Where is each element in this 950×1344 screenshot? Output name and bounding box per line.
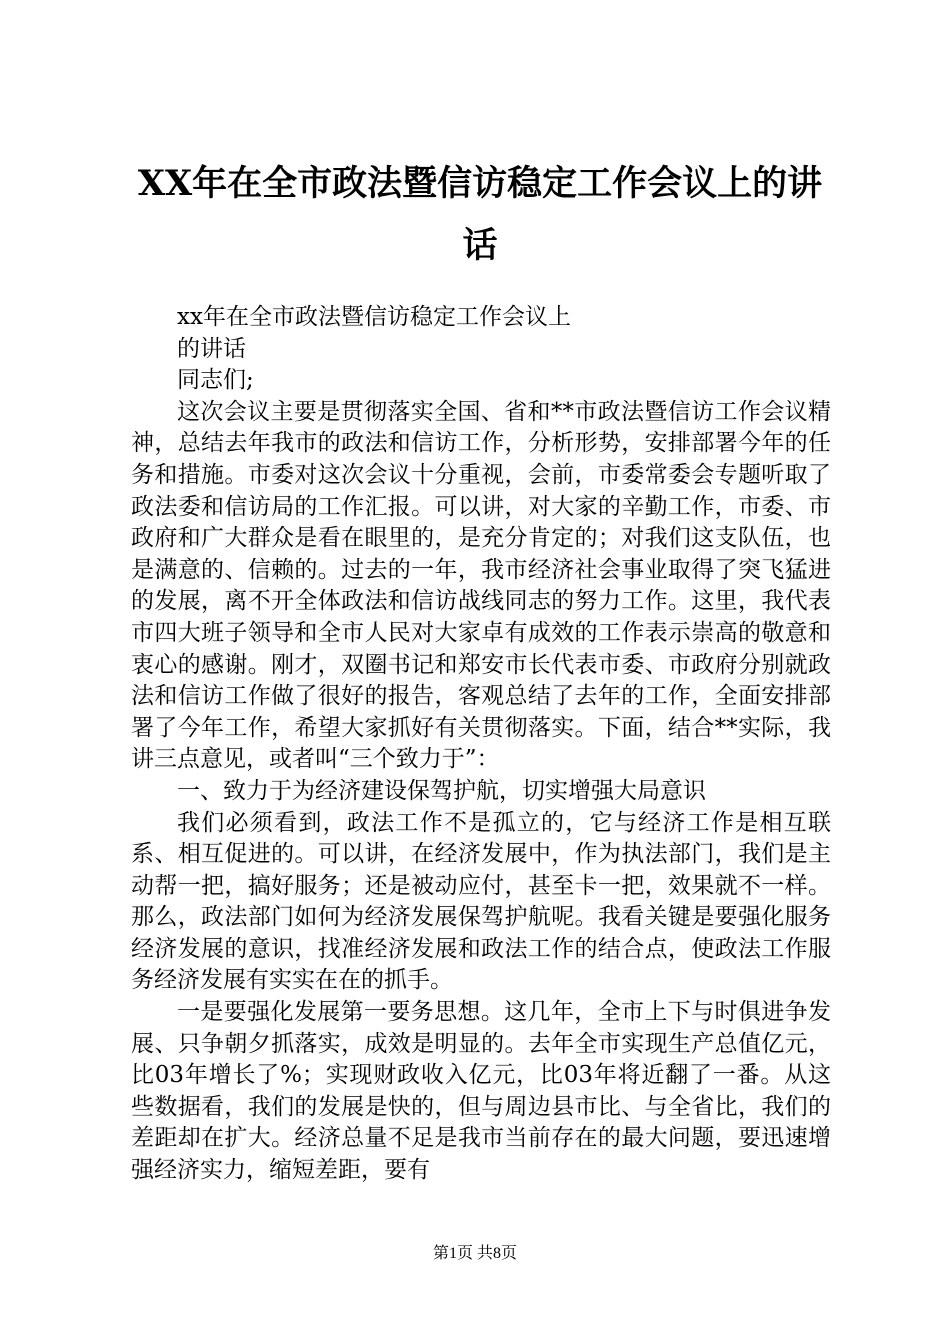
greeting: 同志们; — [177, 367, 254, 394]
paragraph-section-1: 我们必须看到，政法工作不是孤立的，它与经济工作是相互联系、相互促进的。可以讲，在经济发展中，作为执法部门，我们是主动帮一把，搞好服务；还是被动应付，甚至卡一把，效果就不一样。那么，政法部门如何为经济发展保驾护航呢。我看关键是要强化服务经济发展的意识，找准经济发展和政法工作的结合点，使政法工作服务经济发展有实实在在的抓手。 — [131, 809, 831, 994]
paragraph-intro: 这次会议主要是贯彻落实全国、省和**市政法暨信访工作会议精神，总结去年我市的政法和信访工作，分析形势，安排部署今年的任务和措施。市委对这次会议十分重视，会前，市委常委会专题听取了政法委和信访局的工作汇报。可以讲，对大家的辛勤工作，市委、市政府和广大群众是看在眼里的，是充分肯定的；对我们这支队伍，也是满意的、信赖的。过去的一年，我市经济社会事业取得了突飞猛进的发展，离不开全体政法和信访战线同志的努力工作。这里，我代表市四大班子领导和全市人民对大家卓有成效的工作表示崇高的敬意和衷心的感谢。刚才，双圈书记和郑安市长代表市委、市政府分别就政法和信访工作做了很好的报告，客观总结了去年的工作，全面安排部署了今年工作，希望大家抓好有关贯彻落实。下面，结合**实际，我讲三点意见，或者叫“三个致力于”： — [131, 398, 831, 773]
document-body — [131, 302, 831, 1187]
document-title-line-1: XX年在全市政法暨信访稳定工作会议上的讲 — [137, 163, 823, 204]
section-heading-1: 一、致力于为经济建设保驾护航，切实增强大局意识 — [177, 777, 706, 804]
document-title-line-2: 话 — [462, 225, 498, 266]
page-number-footer: 第1页 共8页 — [432, 1245, 517, 1262]
paragraph-point-1: 一是要强化发展第一要务思想。这几年，全市上下与时俱进争发展、只争朝夕抓落实，成效是明显的。去年全市实现生产总值亿元，比03年增长了%；实现财政收入亿元，比03年将近翻了一番。从这些数据看，我们的发展是快的，但与周边县市比、与全省比，我们的差距却在扩大。经济总量不足是我市当前存在的最大问题，要迅速增强经济实力，缩短差距，要有 — [131, 999, 831, 1184]
subtitle-line-1: xx年在全市政法暨信访稳定工作会议上 — [177, 304, 571, 330]
subtitle-line-2: 的讲话 — [177, 335, 246, 362]
